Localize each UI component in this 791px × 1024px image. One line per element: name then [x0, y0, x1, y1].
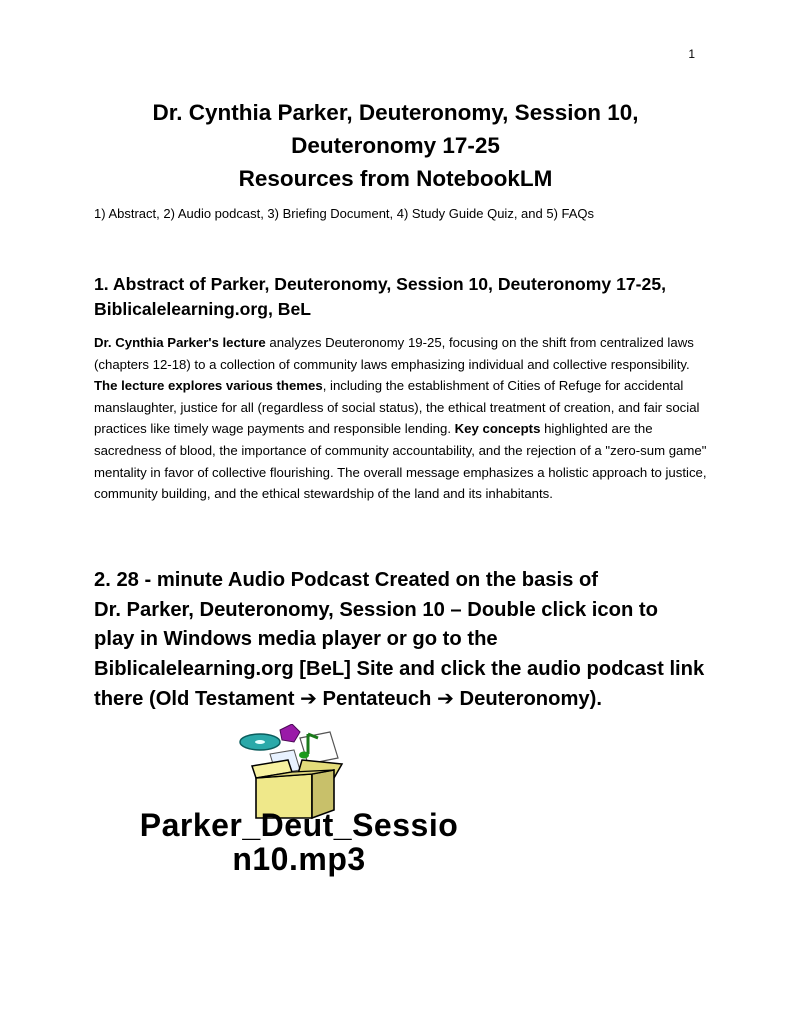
abstract-bold-1: Dr. Cynthia Parker's lecture: [94, 335, 266, 350]
podcast-heading: [94, 566, 714, 715]
abstract-bold-3: Key concepts: [454, 421, 541, 437]
abstract-text-1: analyzes Deuteronomy 19-25, focusing on the shift from centralized laws (chapters 12-18) to a collection of community laws emphasizing individual and collective responsibility.: [94, 335, 694, 372]
nav-text-deuteronomy: Deuteronomy).: [453, 688, 602, 710]
podcast-heading-line-5: [94, 684, 714, 715]
filename-line-2: n10.mp3: [232, 841, 366, 877]
document-title: [0, 96, 791, 195]
title-line-2: Deuteronomy 17-25: [291, 133, 500, 158]
right-arrow-icon: ➔: [300, 686, 317, 710]
abstract-text-3: highlighted are the sacredness of blood, the importance of community accountability, and the rejection of a "zero-sum game" mentality in favor of collective flourishing. The overall message emphasizes a holistic approach to justice, community building, and the ethical stewardship of the land and its inhabitants.: [94, 421, 707, 502]
title-line-3: Resources from NotebookLM: [238, 166, 553, 191]
podcast-heading-line-3: play in Windows media player or go to the: [94, 628, 498, 650]
podcast-heading-line-2: Dr. Parker, Deuteronomy, Session 10 – Double click icon to: [94, 598, 658, 621]
podcast-heading-line-1: 2. 28 - minute Audio Podcast Created on the basis of: [94, 569, 599, 591]
abstract-heading-line-1: 1. Abstract of Parker, Deuteronomy, Session 10, Deuteronomy 17-25,: [94, 274, 666, 294]
abstract-bold-2: The lecture explores various themes: [94, 378, 323, 394]
attachment-filename[interactable]: [94, 808, 504, 876]
podcast-heading-line-4: Biblicalelearning.org [BeL] Site and click the audio podcast link: [94, 657, 705, 680]
abstract-text-2: , including the establishment of Cities of Refuge for accidental manslaughter, justice for all (regardless of social status), the ethical treatment of creation, and fair social practices like timely wage payments and responsible lending.: [94, 378, 700, 437]
nav-text-pentateuch: Pentateuch: [316, 688, 437, 710]
contents-line: 1) Abstract, 2) Audio podcast, 3) Briefing Document, 4) Study Guide Quiz, and 5) FAQs: [94, 206, 595, 221]
abstract-heading-line-2: Biblicalelearning.org, BeL: [94, 299, 312, 319]
right-arrow-icon: ➔: [436, 686, 454, 710]
filename-line-1: Parker_Deut_Sessio: [139, 807, 459, 843]
package-icon[interactable]: [230, 724, 362, 820]
title-line-1: Dr. Cynthia Parker, Deuteronomy, Session 10,: [152, 100, 639, 125]
abstract-paragraph: [94, 332, 712, 505]
abstract-heading: [94, 272, 714, 322]
nav-text-old-testament: there (Old Testament: [94, 688, 301, 710]
page-number: 1: [688, 47, 695, 61]
